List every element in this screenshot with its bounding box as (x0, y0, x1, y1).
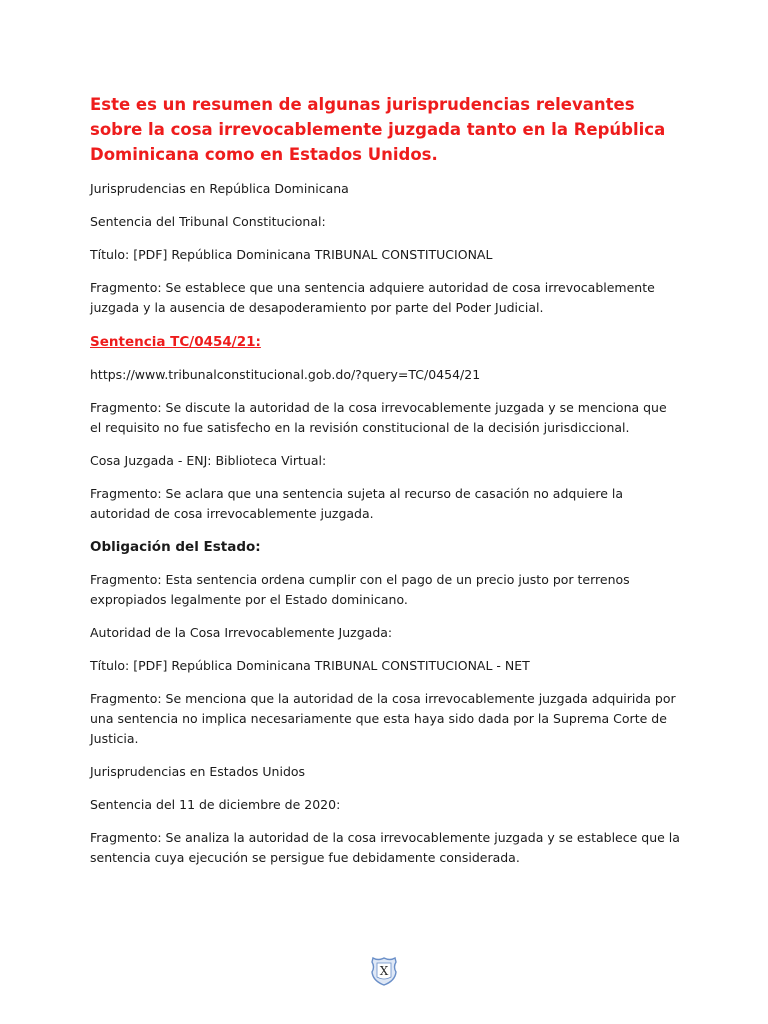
document-heading: Este es un resumen de algunas jurisprudencias relevantes sobre la cosa irrevocablemente juzgada tanto en la República Dominicana como en Estados Unidos. (90, 95, 666, 164)
paragraph-tribunal: Sentencia del Tribunal Constitucional: (90, 214, 326, 229)
section-title-dominicana: Jurisprudencias en República Dominicana (90, 181, 349, 196)
obligacion-heading: Obligación del Estado: (90, 539, 261, 555)
paragraph-sentencia-2020: Sentencia del 11 de diciembre de 2020: (90, 797, 341, 812)
paragraph-fragmento-6: Fragmento: Se analiza la autoridad de la cosa irrevocablemente juzgada y se establece que la sentencia cuya ejecución se persigue fue debidamente considerada. (90, 830, 680, 865)
paragraph-fragmento-1: Fragmento: Se establece que una sentencia adquiere autoridad de cosa irrevocablemente juzgada y la ausencia de desapoderamiento por parte del Poder Judicial. (90, 280, 655, 315)
paragraph-fragmento-5: Fragmento: Se menciona que la autoridad de la cosa irrevocablemente juzgada adquirida por una sentencia no implica necesariamente que esta haya sido dada por la Suprema Corte de Justicia. (90, 691, 676, 746)
paragraph-url: https://www.tribunalconstitucional.gob.do/?query=TC/0454/21 (90, 367, 481, 382)
logo-letter: X (379, 964, 389, 978)
paragraph-titulo-2: Título: [PDF] República Dominicana TRIBUNAL CONSTITUCIONAL - NET (90, 658, 530, 673)
sentencia-tc-link[interactable]: Sentencia TC/0454/21: (90, 334, 261, 350)
paragraph-autoridad: Autoridad de la Cosa Irrevocablemente Juzgada: (90, 625, 393, 640)
paragraph-fragmento-3: Fragmento: Se aclara que una sentencia sujeta al recurso de casación no adquiere la autoridad de cosa irrevocablemente juzgada. (90, 486, 624, 521)
shield-x-logo-icon (369, 955, 399, 987)
paragraph-cosa-juzgada: Cosa Juzgada - ENJ: Biblioteca Virtual: (90, 453, 327, 468)
paragraph-fragmento-4: Fragmento: Esta sentencia ordena cumplir con el pago de un precio justo por terrenos expropiados legalmente por el Estado dominicano. (90, 572, 630, 607)
paragraph-fragmento-2: Fragmento: Se discute la autoridad de la cosa irrevocablemente juzgada y se menciona que el requisito no fue satisfecho en la revisión constitucional de la decisión jurisdiccional. (90, 400, 667, 435)
paragraph-titulo-1: Título: [PDF] República Dominicana TRIBUNAL CONSTITUCIONAL (90, 247, 493, 262)
document-body (90, 92, 680, 881)
section-title-usa: Jurisprudencias en Estados Unidos (90, 764, 306, 779)
